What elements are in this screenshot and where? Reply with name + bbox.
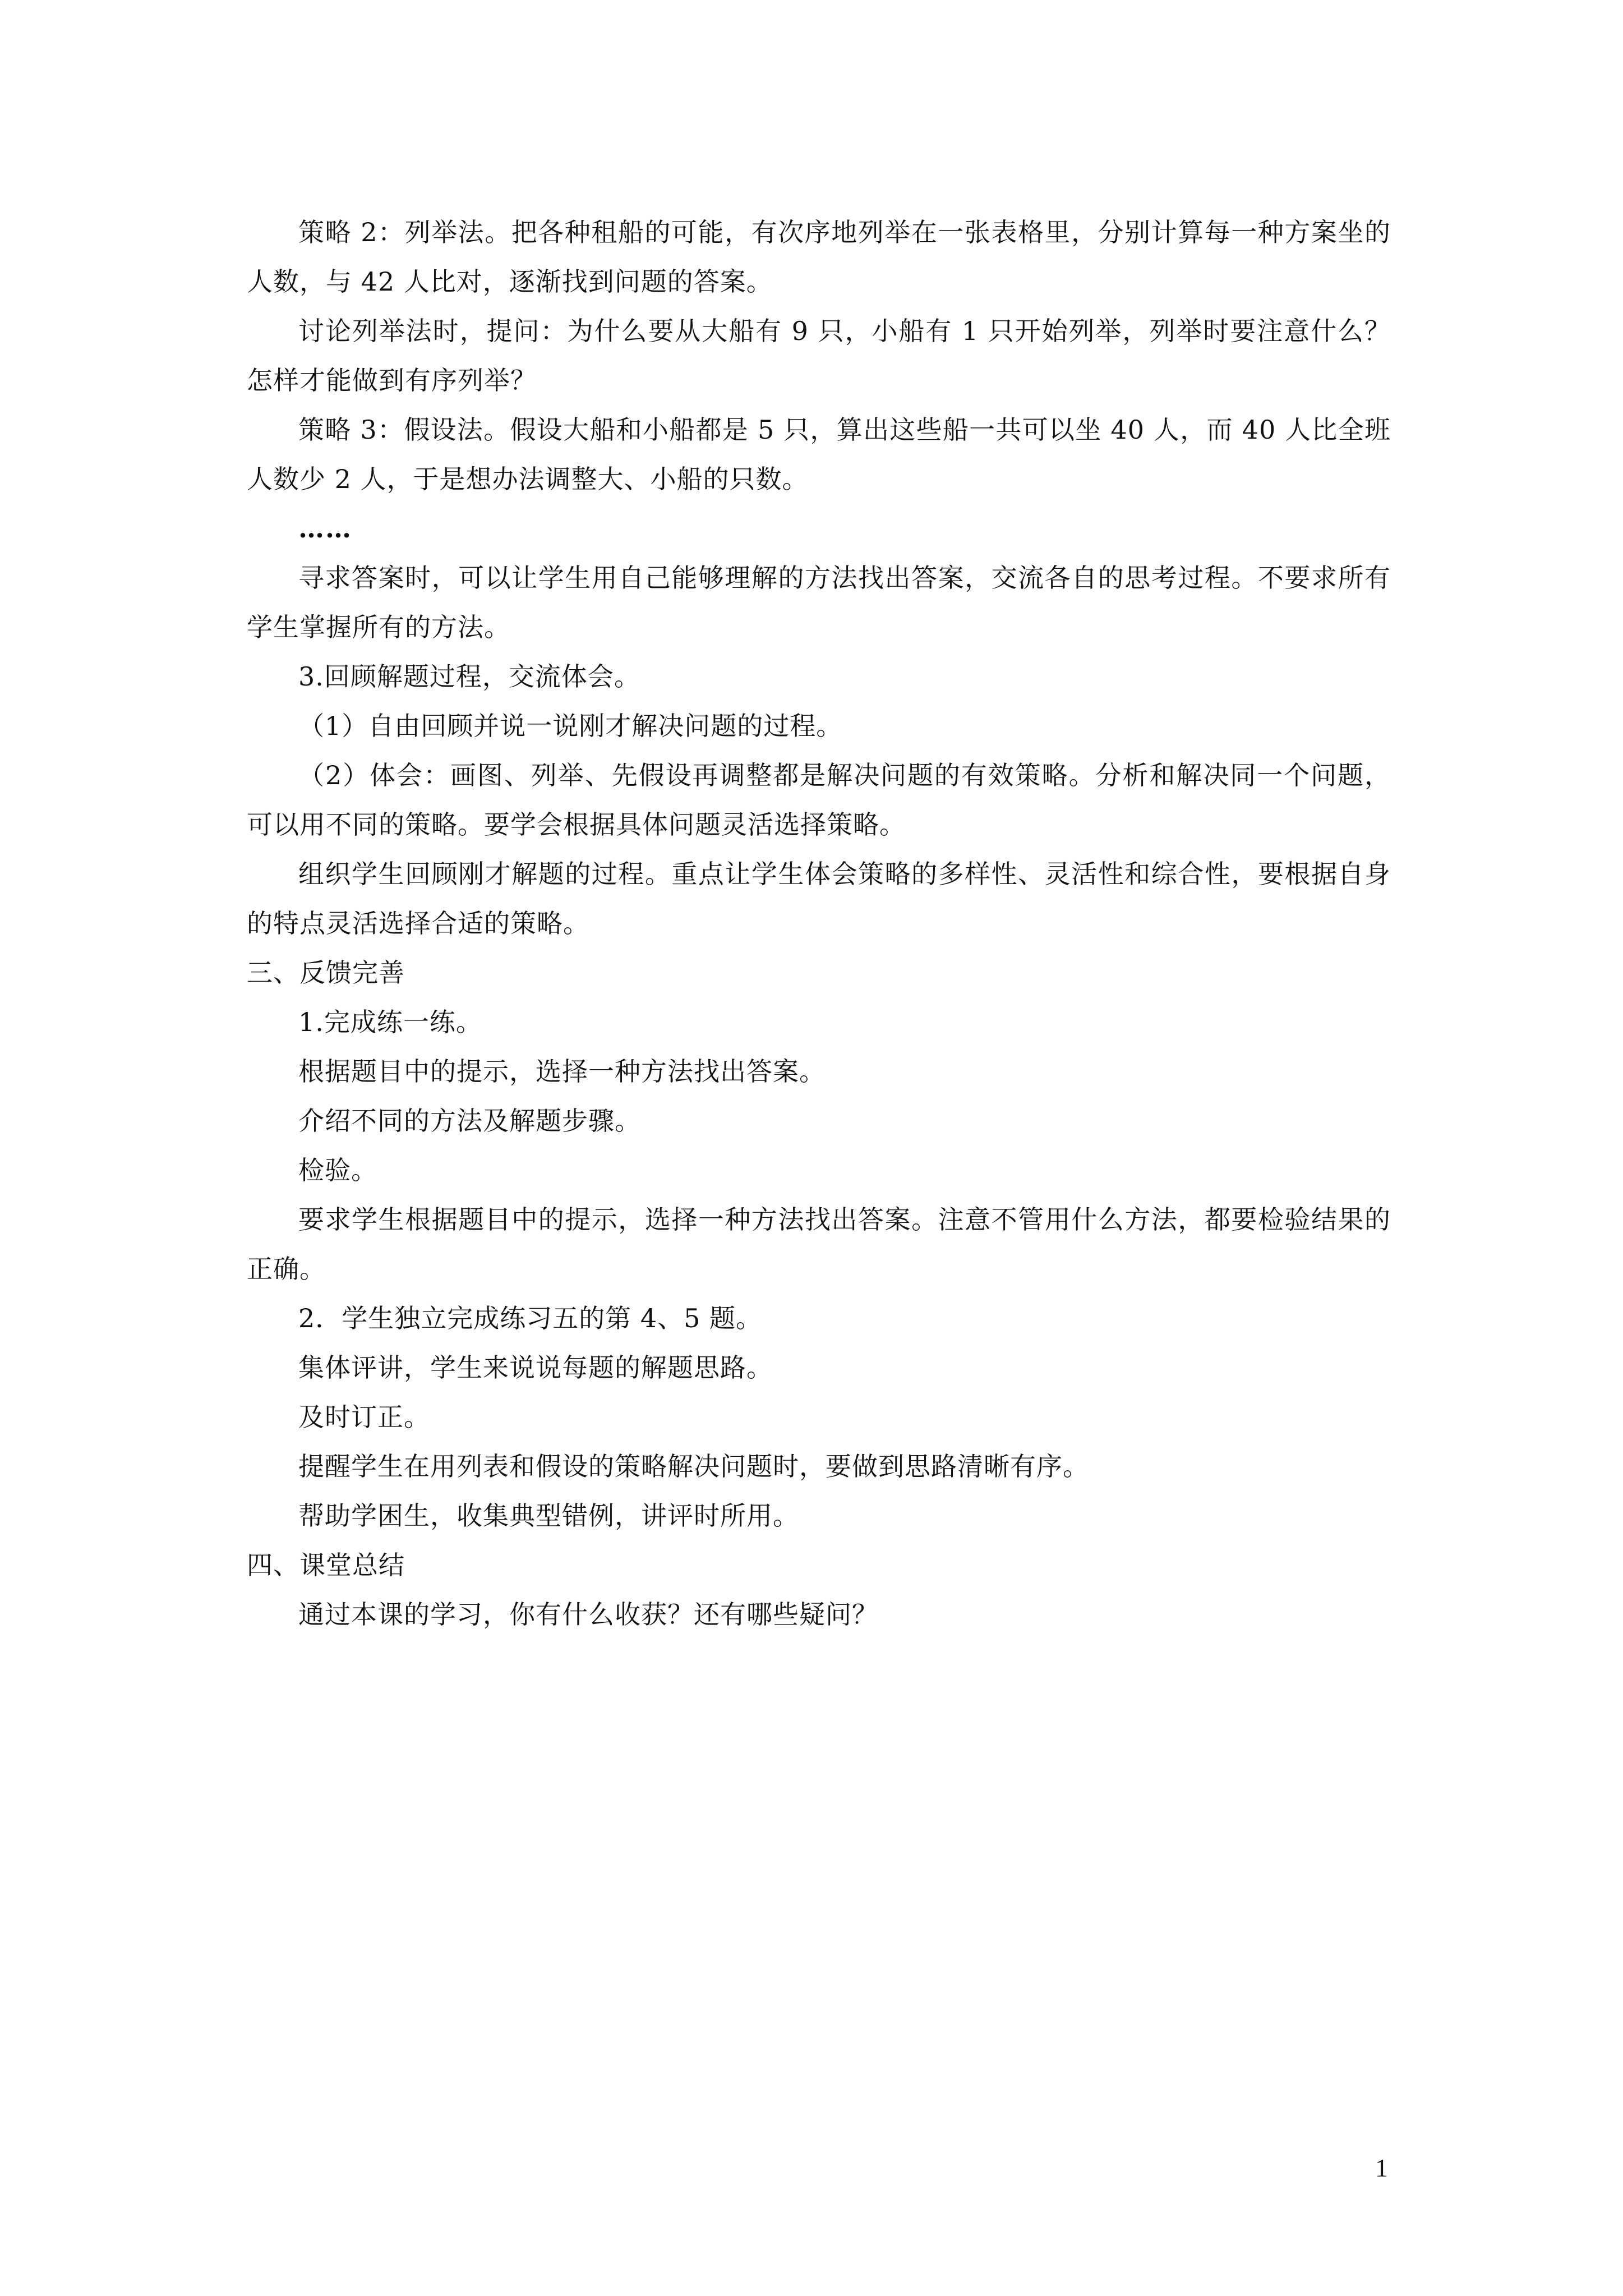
paragraph-organize-review: 组织学生回顾刚才解题的过程。重点让学生体会策略的多样性、灵活性和综合性，要根据自身的特点灵活选择合适的策略。 (247, 859, 1391, 938)
paragraph-introduce-methods: 介绍不同的方法及解题步骤。 (298, 1106, 641, 1136)
paragraph-strategy-2: 策略 2：列举法。把各种租船的可能，有次序地列举在一张表格里，分别计算每一种方案坐的人数，与 42 人比对，逐渐找到问题的答案。 (247, 217, 1391, 297)
paragraph-strategy-3: 策略 3：假设法。假设大船和小船都是 5 只，算出这些船一共可以坐 40 人，而 40 人比全班人数少 2 人，于是想办法调整大、小船的只数。 (247, 415, 1391, 494)
paragraph-reminder: 提醒学生在用列表和假设的策略解决问题时，要做到思路清晰有序。 (298, 1451, 1089, 1481)
section-heading-summary: 四、课堂总结 (247, 1550, 405, 1580)
paragraph-review-item-1: （1）自由回顾并说一说刚才解决问题的过程。 (298, 711, 843, 741)
paragraph-group-review: 集体评讲，学生来说说每题的解题思路。 (298, 1352, 773, 1383)
paragraph-practice-1: 1.完成练一练。 (298, 1007, 482, 1037)
document-body (247, 208, 1391, 1639)
paragraph-choose-method: 根据题目中的提示，选择一种方法找出答案。 (298, 1056, 826, 1087)
paragraph-listing-discussion: 讨论列举法时，提问：为什么要从大船有 9 只，小船有 1 只开始列举，列举时要注意什么？怎样才能做到有序列举？ (247, 316, 1391, 395)
paragraph-exercise-5: 2．学生独立完成练习五的第 4、5 题。 (298, 1303, 763, 1333)
ellipsis: …… (298, 513, 352, 544)
paragraph-review-item-2: （2）体会：画图、列举、先假设再调整都是解决问题的有效策略。分析和解决同一个问题，可以用不同的策略。要学会根据具体问题灵活选择策略。 (247, 760, 1391, 840)
paragraph-seeking-answers: 寻求答案时，可以让学生用自己能够理解的方法找出答案，交流各自的思考过程。不要求所有学生掌握所有的方法。 (247, 563, 1391, 642)
paragraph-review-process: 3.回顾解题过程，交流体会。 (298, 661, 640, 692)
paragraph-requirement: 要求学生根据题目中的提示，选择一种方法找出答案。注意不管用什么方法，都要检验结果的正确。 (247, 1204, 1391, 1284)
paragraph-summary-question: 通过本课的学习，你有什么收获？还有哪些疑问？ (298, 1599, 878, 1630)
paragraph-check: 检验。 (298, 1155, 377, 1185)
page-number: 1 (1375, 2154, 1388, 2182)
paragraph-help-students: 帮助学困生，收集典型错例，讲评时所用。 (298, 1501, 799, 1531)
section-heading-feedback: 三、反馈完善 (247, 958, 405, 988)
paragraph-correction: 及时订正。 (298, 1402, 430, 1432)
